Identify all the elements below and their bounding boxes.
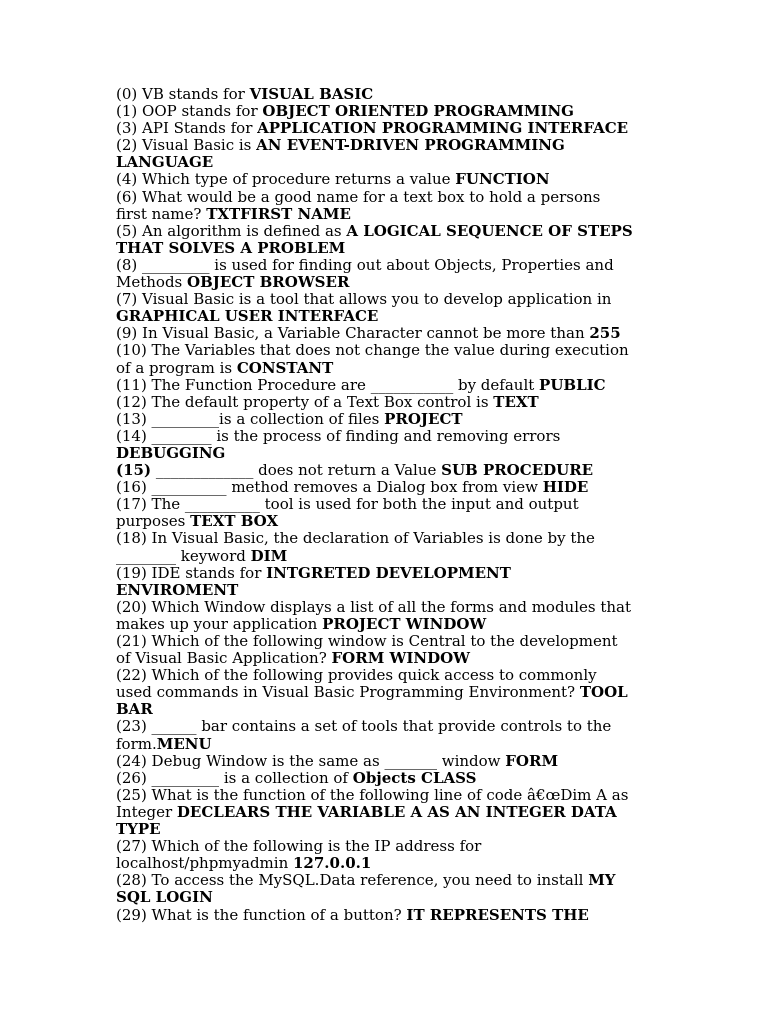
text-line — [116, 240, 656, 257]
text-line — [116, 907, 656, 924]
answer-text: FORM WINDOW — [331, 649, 471, 668]
answer-text: HIDE — [542, 478, 589, 497]
text-line — [116, 872, 656, 889]
question-text: (9) In Visual Basic, a Variable Character cannot be more than — [116, 324, 590, 343]
answer-text: LANGUAGE — [116, 153, 214, 172]
answer-text: A LOGICAL SEQUENCE OF STEPS — [346, 221, 633, 240]
question-text: (0) VB stands for — [116, 85, 250, 103]
text-line — [116, 479, 656, 496]
question-text: (16) __________ method removes a Dialog box from view — [116, 478, 543, 497]
answer-text: PROJECT WINDOW — [322, 614, 487, 633]
question-text: (14) ________ is the process of finding and removing errors — [116, 426, 561, 445]
question-text: (21) Which of the following window is Central to the development — [116, 632, 618, 650]
text-line — [116, 838, 656, 855]
text-line — [116, 770, 656, 787]
answer-text: APPLICATION PROGRAMMING INTERFACE — [257, 119, 629, 138]
answer-text: MENU — [156, 734, 212, 753]
question-text: (12) The default property of a Text Box control is — [116, 392, 494, 411]
question-text: ________ keyword — [116, 546, 251, 565]
question-text: makes up your application — [116, 614, 323, 633]
answer-text: TEXT — [493, 392, 539, 411]
document-page — [116, 86, 656, 924]
answer-text: 255 — [589, 324, 621, 343]
text-line — [116, 548, 656, 565]
text-line — [116, 599, 656, 616]
answer-text: THAT SOLVES A PROBLEM — [116, 238, 346, 257]
question-text: (24) Debug Window is the same as _______ window — [116, 751, 506, 770]
question-text: (8) _________ is used for finding out about Objects, Properties and — [116, 255, 614, 274]
question-text: (23) ______ bar contains a set of tools that provide controls to the — [116, 717, 612, 736]
question-text: (28) To access the MySQL.Data reference, you need to install — [116, 871, 589, 890]
text-line — [116, 223, 656, 240]
text-line — [116, 325, 656, 342]
answer-text: TEXT BOX — [190, 512, 279, 531]
question-text: (5) An algorithm is defined as — [116, 221, 347, 240]
answer-text: IT REPRESENTS THE — [406, 905, 589, 924]
text-line — [116, 411, 656, 428]
answer-text: OBJECT ORIENTED PROGRAMMING — [262, 102, 574, 121]
answer-text: DIM — [250, 546, 288, 565]
question-text: (7) Visual Basic is a tool that allows you to develop application in — [116, 290, 612, 309]
answer-text: SQL LOGIN — [116, 888, 213, 907]
answer-text: TYPE — [116, 820, 161, 839]
question-text: first name? — [116, 204, 207, 223]
answer-text: OBJECT BROWSER — [187, 273, 350, 292]
text-line — [116, 633, 656, 650]
text-line — [116, 650, 656, 667]
text-line — [116, 616, 656, 633]
question-text: (11) The Function Procedure are ___________ by default — [116, 375, 540, 394]
text-line — [116, 274, 656, 291]
text-line — [116, 257, 656, 274]
text-line — [116, 787, 656, 804]
question-text: of Visual Basic Application? — [116, 649, 332, 668]
text-line — [116, 855, 656, 872]
text-line — [116, 154, 656, 171]
text-line — [116, 291, 656, 308]
text-line — [116, 394, 656, 411]
text-line — [116, 103, 656, 120]
text-line — [116, 684, 656, 701]
text-line — [116, 377, 656, 394]
answer-text: PROJECT — [384, 409, 463, 428]
question-text: (4) Which type of procedure returns a value — [116, 170, 456, 189]
answer-text: GRAPHICAL USER INTERFACE — [116, 307, 379, 326]
question-text: (22) Which of the following provides quick access to commonly — [116, 666, 597, 685]
text-line — [116, 86, 656, 103]
answer-text: PUBLIC — [539, 375, 606, 394]
question-text: used commands in Visual Basic Programming Environment? — [116, 683, 580, 702]
text-line — [116, 137, 656, 154]
text-line — [116, 360, 656, 377]
answer-text: INTGRETED DEVELOPMENT — [266, 563, 511, 582]
answer-text: TOOL — [579, 683, 628, 702]
answer-text: SUB PROCEDURE — [441, 461, 594, 480]
text-line — [116, 667, 656, 684]
text-line — [116, 804, 656, 821]
question-text: form. — [116, 734, 157, 753]
answer-text: MY — [588, 871, 616, 890]
answer-text: ENVIROMENT — [116, 580, 239, 599]
question-text: (27) Which of the following is the IP address for — [116, 837, 482, 856]
text-line — [116, 428, 656, 445]
question-text: (10) The Variables that does not change the value during execution — [116, 341, 629, 360]
question-text: Methods — [116, 273, 188, 292]
question-text: Integer — [116, 802, 177, 821]
text-line — [116, 889, 656, 906]
question-text: (6) What would be a good name for a text box to hold a persons — [116, 187, 601, 206]
question-text: (13) _________is a collection of files — [116, 409, 385, 428]
text-line — [116, 753, 656, 770]
text-line — [116, 701, 656, 718]
answer-text: FORM — [505, 751, 559, 770]
text-line — [116, 342, 656, 359]
text-line — [116, 513, 656, 530]
text-line — [116, 582, 656, 599]
text-line — [116, 565, 656, 582]
answer-text: (15) — [116, 461, 152, 480]
answer-text: DEBUGGING — [116, 443, 226, 462]
text-line — [116, 462, 656, 479]
question-text: (25) What is the function of the following line of code â€œDim A as — [116, 785, 629, 804]
answer-text: TXTFIRST NAME — [206, 204, 351, 223]
question-text: (3) API Stands for — [116, 119, 258, 138]
text-line — [116, 120, 656, 137]
question-text: (20) Which Window displays a list of all the forms and modules that — [116, 597, 632, 616]
text-line — [116, 206, 656, 223]
text-line — [116, 308, 656, 325]
answer-text: BAR — [116, 700, 153, 719]
answer-text: CONSTANT — [236, 358, 334, 377]
text-line — [116, 736, 656, 753]
text-line — [116, 189, 656, 206]
question-text: localhost/phpmyadmin — [116, 854, 293, 873]
question-text: purposes — [116, 512, 191, 531]
question-text: (2) Visual Basic is — [116, 136, 257, 155]
answer-text: DECLEARS THE VARIABLE A AS AN INTEGER DATA — [176, 802, 617, 821]
question-text: (17) The __________ tool is used for both the input and output — [116, 495, 579, 514]
answer-text: VISUAL BASIC — [249, 85, 374, 103]
question-text: (1) OOP stands for — [116, 102, 263, 121]
text-line — [116, 718, 656, 735]
question-text: _____________ does not return a Value — [151, 461, 442, 480]
text-line — [116, 445, 656, 462]
text-line — [116, 171, 656, 188]
answer-text: 127.0.0.1 — [293, 854, 372, 873]
answer-text: Objects CLASS — [352, 768, 477, 787]
question-text: (18) In Visual Basic, the declaration of Variables is done by the — [116, 529, 595, 548]
text-line — [116, 530, 656, 547]
question-text: (19) IDE stands for — [116, 563, 267, 582]
question-text: (29) What is the function of a button? — [116, 905, 407, 924]
question-text: (26) _________ is a collection of — [116, 768, 353, 787]
question-text: of a program is — [116, 358, 237, 377]
text-line — [116, 821, 656, 838]
answer-text: AN EVENT-DRIVEN PROGRAMMING — [256, 136, 565, 155]
answer-text: FUNCTION — [455, 170, 550, 189]
text-line — [116, 496, 656, 513]
